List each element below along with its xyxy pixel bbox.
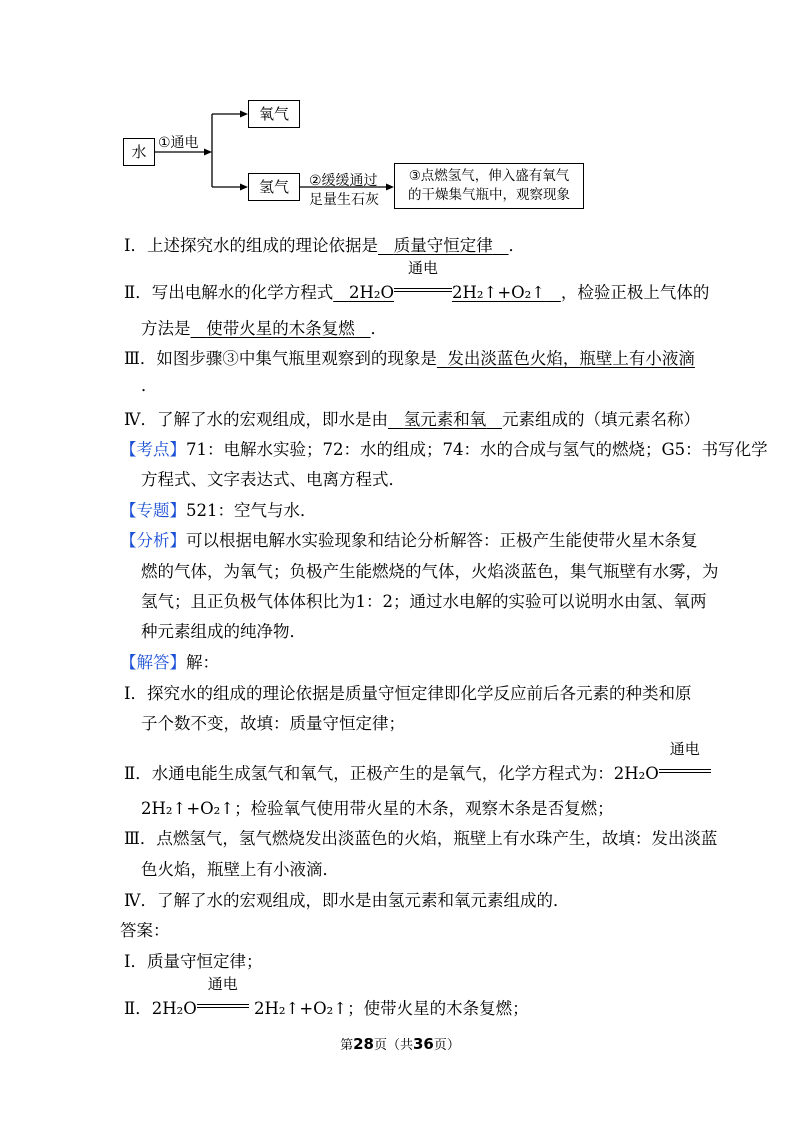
jieda-section: 【解答】解：: [120, 653, 219, 672]
answer-reaction-arrow: 通电: [197, 990, 249, 1014]
jieda-p2-line1: Ⅱ．水通电能生成氢气和氧气，正极产生的是氧气，化学方程式为：2H₂O 通电: [124, 755, 711, 786]
question-3-end: ．: [141, 376, 158, 395]
step1-label: ①通电: [158, 135, 199, 151]
step3-label-1: ③点燃氢气，伸入盛有氧气: [408, 168, 570, 184]
answer-1: Ⅰ．质量守恒定律；: [124, 952, 263, 971]
water-label: 水: [131, 143, 147, 161]
jieda-tag: 【解答】: [120, 653, 186, 672]
jieda-p4: Ⅳ．了解了水的宏观组成，即水是由氢元素和氧元素组成的．: [124, 891, 570, 910]
question-1: Ⅰ．上述探究水的组成的理论依据是 质量守恒定律 ．: [124, 236, 526, 255]
hydrogen-label: 氢气: [258, 178, 289, 196]
answer-2: Ⅱ．2H₂O 通电 2H₂↑+O₂↑；使带火星的木条复燃；: [124, 975, 529, 1018]
fenxi-tag: 【分析】: [120, 531, 186, 550]
arrowhead-hydrogen: [240, 184, 248, 191]
q4-answer: 氢元素和氧: [403, 410, 487, 429]
oxygen-label: 氧气: [258, 105, 289, 123]
arrowhead-oxygen: [240, 111, 248, 118]
step2-label-1: ②缓缓通过: [309, 173, 378, 189]
arrowhead-1: [204, 149, 212, 156]
question-4: Ⅳ．了解了水的宏观组成，即水是由 氢元素和氧 元素组成的（填元素名称）: [124, 410, 700, 429]
page-total: 36: [413, 1035, 434, 1053]
kaodian-section: 【考点】71：电解水实验；72：水的组成；74：水的合成与氢气的燃烧；G5：书写化学: [120, 440, 768, 459]
zhuanti-section: 【专题】521：空气与水．: [120, 501, 317, 520]
answers-title: 答案：: [120, 921, 170, 940]
jieda-p1-line1: Ⅰ．探究水的组成的理论依据是质量守恒定律即化学反应前后各元素的种类和原: [124, 684, 692, 703]
q2-reaction-arrow: 通电: [394, 274, 452, 298]
q2-answer: 2H₂O 通电 2H₂↑+O₂↑: [348, 259, 546, 302]
jieda-reaction-arrow: 通电: [659, 755, 711, 779]
q2-method-answer: 使带火星的木条复燃: [206, 319, 355, 338]
jieda-p3-line1: Ⅲ．点燃氢气，氢气燃烧发出淡蓝色的火焰，瓶壁上有水珠产生，故填：发出淡蓝: [124, 829, 718, 848]
page-footer: 第28页（共36页）: [340, 1035, 460, 1053]
question-2: Ⅱ．写出电解水的化学方程式 2H₂O 通电 2H₂↑+O₂↑ ，检验正极上气体的: [124, 259, 710, 302]
question-3: Ⅲ．如图步骤③中集气瓶里观察到的现象是 发出淡蓝色火焰，瓶壁上有小液滴: [124, 349, 695, 368]
arrowhead-step3: [386, 184, 394, 191]
jieda-p3-line2: 色火焰，瓶壁上有小液滴．: [141, 860, 339, 879]
q3-answer: 发出淡蓝色火焰，瓶壁上有小液滴: [447, 349, 695, 368]
zhuanti-tag: 【专题】: [120, 501, 186, 520]
fenxi-line3: 氢气；且正负极气体体积比为1：2；通过水电解的实验可以说明水由氢、氧两: [141, 592, 707, 611]
q1-answer: 质量守恒定律: [393, 236, 493, 255]
question-2-line2: 方法是 使带火星的木条复燃 ．: [141, 319, 387, 338]
kaodian-line2: 方程式、文字表达式、电离方程式．: [141, 470, 405, 489]
page-number: 28: [353, 1035, 374, 1053]
step3-label-2: 的干燥集气瓶中，观察现象: [408, 187, 570, 203]
diagram-arrows: [0, 0, 800, 230]
jieda-p1-line2: 子个数不变，故填：质量守恒定律；: [141, 714, 405, 733]
fenxi-line4: 种元素组成的纯净物．: [141, 622, 306, 641]
step2-label-2: 足量生石灰: [309, 192, 379, 208]
fenxi-line2: 燃的气体，为氧气；负极产生能燃烧的气体，火焰淡蓝色，集气瓶壁有水雾，为: [141, 562, 719, 581]
jieda-p2-line2: 2H₂↑+O₂↑；检验氧气使用带火星的木条，观察木条是否复燃；: [141, 799, 614, 818]
fenxi-section: 【分析】可以根据电解水实验现象和结论分析解答：正极产生能使带火星木条复: [120, 531, 698, 550]
kaodian-tag: 【考点】: [120, 440, 186, 459]
